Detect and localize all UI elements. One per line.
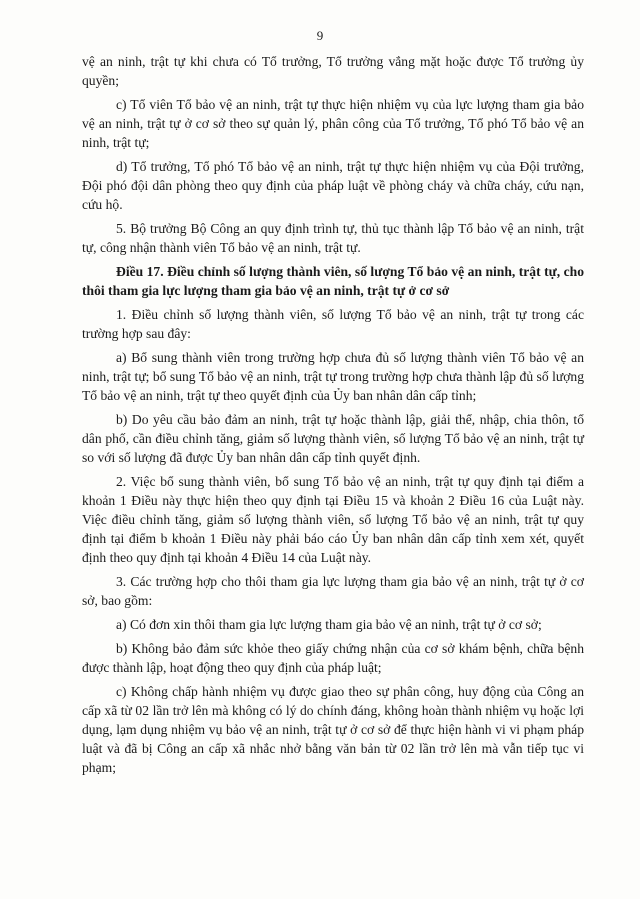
paragraph-clause-c: c) Tổ viên Tổ bảo vệ an ninh, trật tự thực hiện nhiệm vụ của lực lượng tham gia bảo vệ an ninh, trật tự ở cơ sở theo sự quản lý, phân công của Tổ trưởng, Tổ phó Tổ bảo vệ an ninh, trật tự;: [82, 97, 584, 150]
page-number: 9: [316, 28, 324, 43]
paragraph-item-2: 2. Việc bổ sung thành viên, bổ sung Tổ bảo vệ an ninh, trật tự quy định tại điểm a khoản 1 Điều này thực hiện theo quy định tại Điều 15 và khoản 2 Điều 16 của Luật này. Việc điều chỉnh tăng, giảm số lượng thành viên, số lượng Tổ bảo vệ an ninh, trật tự quy định tại điểm b khoản 1 Điều này phải báo cáo Ủy ban nhân dân cấp tỉnh xem xét, quyết định theo quy định tại khoản 4 Điều 14 của Luật này.: [82, 474, 584, 565]
document-body: [82, 52, 584, 782]
article-heading: Điều 17. Điều chỉnh số lượng thành viên, số lượng Tổ bảo vệ an ninh, trật tự, cho thôi tham gia lực lượng tham gia bảo vệ an ninh, trật tự ở cơ sở: [82, 264, 584, 298]
paragraph-clause-d: d) Tổ trưởng, Tổ phó Tổ bảo vệ an ninh, trật tự thực hiện nhiệm vụ của Đội trưởng, Đội phó đội dân phòng theo quy định của pháp luật về phòng cháy và chữa cháy, cứu nạn, cứu hộ.: [82, 159, 584, 212]
paragraph-item-3a: a) Có đơn xin thôi tham gia lực lượng tham gia bảo vệ an ninh, trật tự ở cơ sở;: [116, 617, 542, 632]
paragraph-item-1b: b) Do yêu cầu bảo đảm an ninh, trật tự hoặc thành lập, giải thể, nhập, chia thôn, tổ dân phố, cần điều chỉnh tăng, giảm số lượng thành viên, số lượng Tổ bảo vệ an ninh, trật tự so với số lượng đã được Ủy ban nhân dân cấp tỉnh quyết định.: [82, 412, 584, 465]
paragraph-item-3: 3. Các trường hợp cho thôi tham gia lực lượng tham gia bảo vệ an ninh, trật tự ở cơ sở, bao gồm:: [82, 574, 584, 608]
paragraph-item-3b: b) Không bảo đảm sức khỏe theo giấy chứng nhận của cơ sở khám bệnh, chữa bệnh được thành lập, hoạt động theo quy định của pháp luật;: [82, 641, 584, 675]
paragraph-item-5: 5. Bộ trưởng Bộ Công an quy định trình tự, thủ tục thành lập Tổ bảo vệ an ninh, trật tự, công nhận thành viên Tổ bảo vệ an ninh, trật tự.: [82, 221, 584, 255]
paragraph-item-3c: c) Không chấp hành nhiệm vụ được giao theo sự phân công, huy động của Công an cấp xã từ 02 lần trở lên mà không có lý do chính đáng, không hoàn thành nhiệm vụ hoặc lợi dụng, lạm dụng nhiệm vụ bảo vệ an ninh, trật tự ở cơ sở để thực hiện hành vi vi phạm pháp luật và đã bị Công an cấp xã nhắc nhở bằng văn bản từ 02 lần trở lên mà vẫn tiếp tục vi phạm;: [82, 684, 584, 775]
paragraph-item-1: 1. Điều chỉnh số lượng thành viên, số lượng Tổ bảo vệ an ninh, trật tự trong các trường hợp sau đây:: [82, 307, 584, 341]
paragraph-continuation: vệ an ninh, trật tự khi chưa có Tổ trưởng, Tổ trưởng vắng mặt hoặc được Tổ trưởng ủy quyền;: [82, 54, 584, 88]
paragraph-item-1a: a) Bổ sung thành viên trong trường hợp chưa đủ số lượng thành viên Tổ bảo vệ an ninh, trật tự; bổ sung Tổ bảo vệ an ninh, trật tự trong trường hợp chưa thành lập đủ số lượng Tổ bảo vệ an ninh, trật tự theo quyết định của Ủy ban nhân dân cấp tỉnh;: [82, 350, 584, 403]
